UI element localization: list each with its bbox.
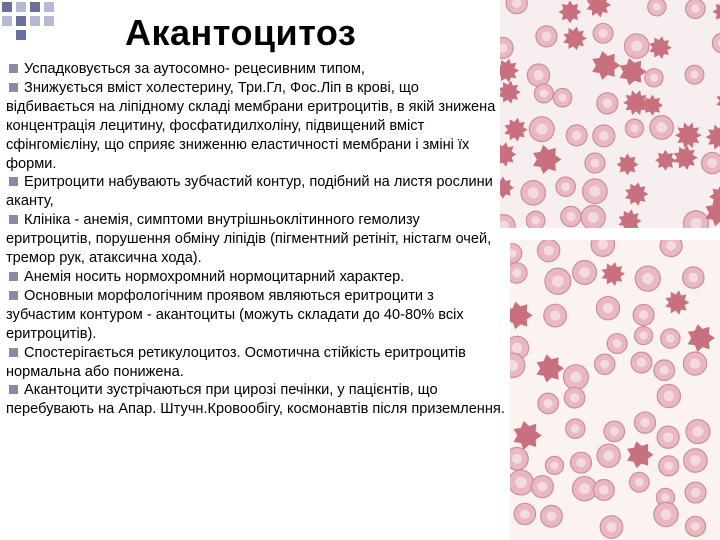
decor-square <box>16 16 26 26</box>
cell-center <box>691 488 700 497</box>
bullet-list <box>6 60 506 419</box>
cell-center <box>570 393 579 402</box>
cell-center <box>579 483 590 494</box>
acanthocyte-cell <box>713 1 720 23</box>
acanthocyte-cell <box>514 421 542 450</box>
cell-center <box>666 334 675 343</box>
acanthocyte-cell <box>500 59 519 83</box>
blood-smear-image-top <box>500 0 720 228</box>
acanthocyte-cell <box>592 51 620 80</box>
cell-center <box>630 124 638 132</box>
cell-center <box>540 89 549 98</box>
cell-center <box>531 216 539 224</box>
cell-center <box>512 268 521 277</box>
decor-square <box>16 2 26 12</box>
bullet-marker <box>9 291 18 300</box>
bullet-marker <box>9 83 18 92</box>
bullet-marker <box>9 215 18 224</box>
cell-center <box>552 275 564 287</box>
cell-center <box>550 310 560 320</box>
cell-center <box>558 93 566 101</box>
bullet-text: Анемія носить нормохромний нормоцитарний характер. <box>24 268 405 285</box>
cell-center <box>664 391 674 401</box>
acanthocyte-cell <box>627 441 653 468</box>
bullet-text: Клініка - анемія, симптоми внутрішньоклітинного гемолизу еритроцитів, порушення обміну ліпідів (пігментний ретініт, ністагм очей, тремор рук, атаксична хода). <box>6 212 492 267</box>
cell-center <box>664 461 673 470</box>
cell-center <box>603 303 613 313</box>
cell-center <box>536 124 547 135</box>
cell-center <box>707 158 717 168</box>
cell-center <box>660 366 669 375</box>
cell-center <box>588 212 599 223</box>
acanthocyte-cell <box>602 262 626 286</box>
bullet-item <box>6 211 506 268</box>
cell-center <box>547 511 557 521</box>
bullet-text: Успадковується за аутосомно- рецесивним типом, <box>24 61 365 77</box>
cell-center <box>666 241 676 251</box>
cell-center <box>613 339 622 348</box>
cell-center <box>600 360 609 369</box>
cell-center <box>542 32 551 41</box>
acanthocyte-cell <box>620 58 647 86</box>
cell-center <box>570 372 581 383</box>
acanthocyte-cell <box>706 125 720 150</box>
cell-center <box>550 461 558 469</box>
bullet-marker <box>9 177 18 186</box>
cell-center <box>691 522 700 531</box>
cell-center <box>579 267 590 278</box>
cell-center <box>688 273 698 283</box>
acanthocyte-cell <box>625 182 648 206</box>
acanthocyte-cell <box>665 290 689 315</box>
bullet-item <box>6 287 506 344</box>
bullet-text: Знижується вміст холестерину, Три.Гл, Фос.Ліп в крові, що відбивається на ліпідному складі мембрани еритроцитів, в якій знижена концентрація лецитину, фосфатидилхоліну, підвищений вміст сфінгомієліну, що сприяє зниженню еластичності мембрани і зміні їх форми. <box>6 79 496 172</box>
cell-center <box>544 399 553 408</box>
acanthocyte-cell <box>533 145 561 174</box>
acanthocyte-cell <box>642 95 663 116</box>
cell-center <box>544 246 554 256</box>
cell-center <box>603 99 613 109</box>
bullet-text: Еритроцити набувають зубчастий контур, подібний на листя рослини аканту, <box>6 174 493 210</box>
cell-center <box>656 122 667 133</box>
bullet-item <box>6 268 506 287</box>
cell-center <box>653 3 661 11</box>
acanthocyte-cell <box>619 209 642 228</box>
cell-center <box>571 424 580 433</box>
cell-center <box>639 310 648 319</box>
acanthocyte-cell <box>504 118 527 142</box>
bullet-item <box>6 381 506 419</box>
micrograph <box>500 0 720 228</box>
cell-center <box>590 159 599 168</box>
bullet-item <box>6 173 506 211</box>
cell-center <box>599 29 608 38</box>
decor-square <box>30 16 40 26</box>
cell-center <box>572 131 581 140</box>
cell-center <box>635 478 644 487</box>
bullet-text: Спостерігається ретикулоцитоз. Осмотична стійкість еритроцитів нормальна або понижена. <box>6 344 466 380</box>
cell-center <box>606 522 616 532</box>
acanthocyte-cell <box>655 150 676 171</box>
cell-center <box>599 131 609 141</box>
cell-center <box>537 482 547 492</box>
acanthocyte-cell <box>674 145 698 170</box>
acanthocyte-cell <box>675 123 702 149</box>
bullet-item <box>6 60 506 79</box>
bullet-marker <box>9 385 18 394</box>
cell-center <box>566 212 575 221</box>
acanthocyte-cell <box>500 177 514 199</box>
micrograph <box>510 240 720 540</box>
acanthocyte-cell <box>649 36 672 59</box>
cell-center <box>589 186 600 197</box>
cell-center <box>690 358 700 368</box>
acanthocyte-cell <box>563 27 587 51</box>
cell-center <box>640 418 650 428</box>
cell-center <box>610 427 619 436</box>
acanthocyte-cell <box>500 142 516 167</box>
cell-center <box>603 450 613 460</box>
acanthocyte-cell <box>500 81 521 104</box>
cell-center <box>528 187 539 198</box>
cell-center <box>520 509 530 519</box>
cell-center <box>639 332 647 340</box>
decor-square <box>2 16 12 26</box>
cell-center <box>691 4 700 13</box>
bullet-marker <box>9 272 18 281</box>
cell-center <box>576 458 585 467</box>
cell-center <box>631 41 642 52</box>
page-title: Акантоцитоз <box>125 12 357 53</box>
bullet-marker <box>9 64 18 73</box>
cell-center <box>690 70 698 78</box>
cell-center <box>515 477 526 488</box>
cell-center <box>533 70 543 80</box>
decor-square <box>44 16 54 26</box>
cell-center <box>642 273 653 284</box>
acanthocyte-cell <box>688 324 715 352</box>
acanthocyte-cell <box>623 90 649 115</box>
cell-center <box>663 432 673 442</box>
cell-center <box>693 426 704 437</box>
bullet-item <box>6 79 506 174</box>
cell-center <box>512 454 522 464</box>
acanthocyte-cell <box>587 0 612 17</box>
acanthocyte-cell <box>537 354 564 382</box>
acanthocyte-cell <box>617 154 639 176</box>
decor-square <box>16 30 26 40</box>
cell-center <box>599 485 608 494</box>
cell-center <box>512 343 522 353</box>
bullet-text: Основныи морфологічним проявом являються еритроцити з зубчастим контуром - акантоциты (можуть складати до 40-80% всіх еритроцитів). <box>6 287 464 342</box>
cell-center <box>637 358 646 367</box>
cell-center <box>661 509 672 520</box>
cell-center <box>561 182 570 191</box>
acanthocyte-cell <box>716 89 720 113</box>
acanthocyte-cell <box>559 1 582 24</box>
cell-center <box>650 74 658 82</box>
bullet-item <box>6 344 506 382</box>
bullet-text: Акантоцити зустрічаються при цирозі печінки, у пацієнтів, що перебувають на Апар. Штучн.Кровообігу, космонавтів після приземлення. <box>6 382 505 418</box>
cell-center <box>690 455 701 466</box>
acanthocyte-cell <box>510 302 533 330</box>
decor-square <box>2 2 12 12</box>
cell-center <box>661 493 669 501</box>
decor-square <box>44 2 54 12</box>
decor-square <box>30 2 40 12</box>
blood-smear-image-bottom <box>510 240 720 540</box>
bullet-marker <box>9 348 18 357</box>
